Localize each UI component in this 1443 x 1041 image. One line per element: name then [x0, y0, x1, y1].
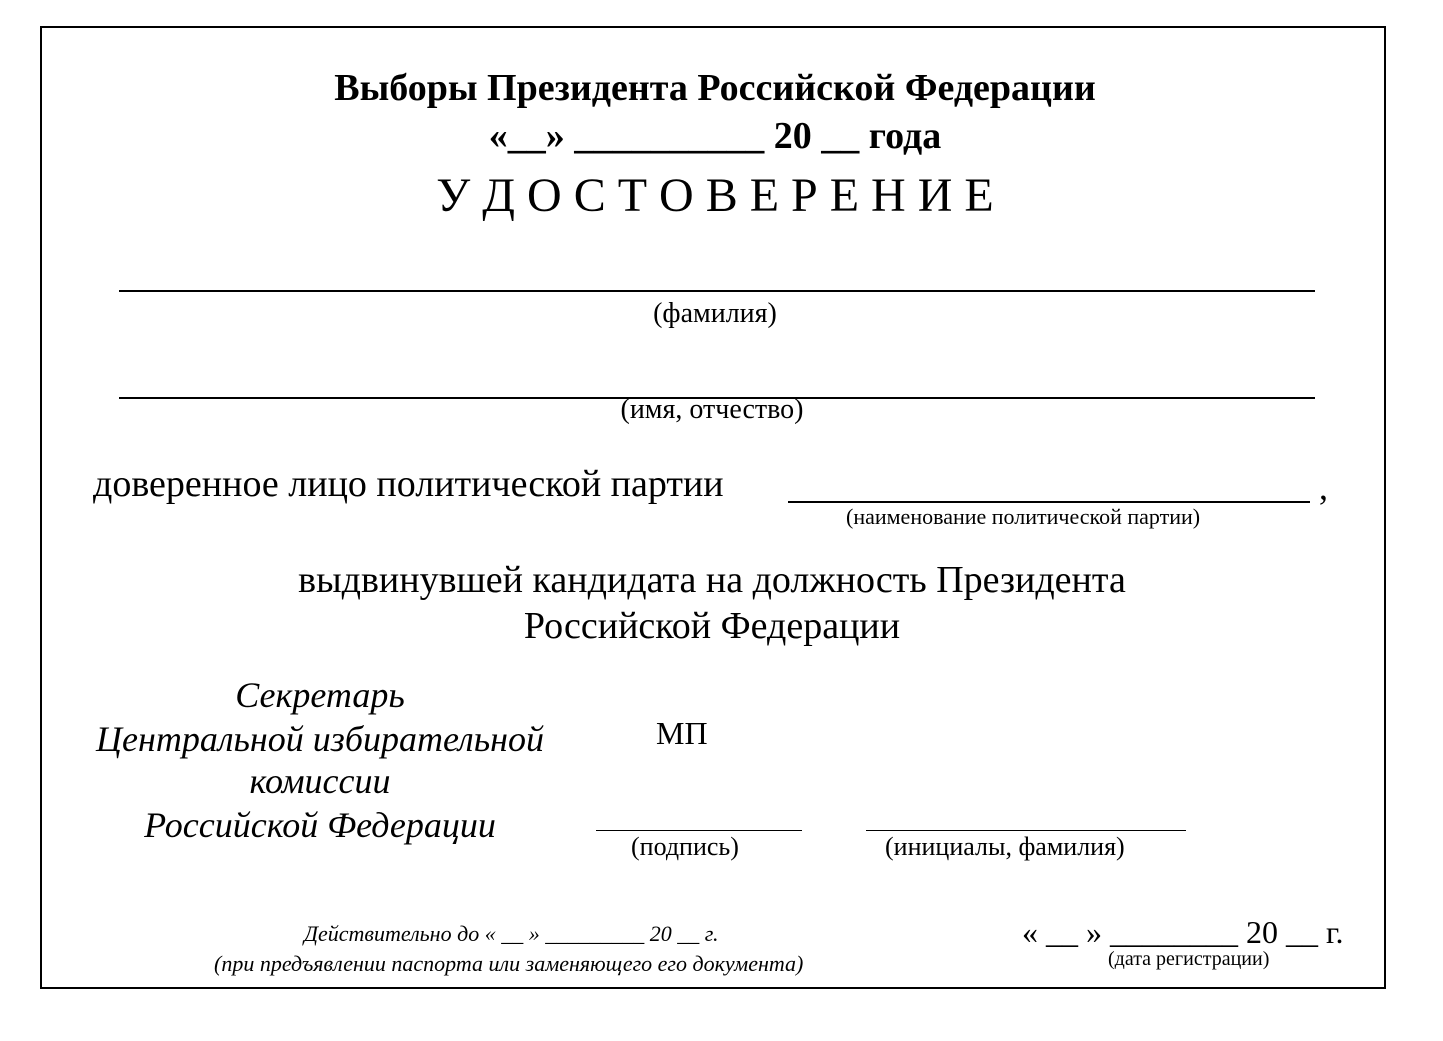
- election-title: Выборы Президента Российской Федерации: [334, 67, 1096, 109]
- registration-date-caption: (дата регистрации): [1108, 948, 1270, 970]
- proxy-text: доверенное лицо политической партии: [93, 463, 724, 505]
- nominated-line-2: Российской Федерации: [523, 605, 901, 647]
- seal-placeholder: МП: [656, 715, 708, 751]
- signature-caption: (подпись): [631, 832, 739, 861]
- proxy-comma: ,: [1319, 467, 1328, 507]
- signatory-title-3: комиссии: [249, 761, 391, 801]
- initials-line: [866, 830, 1186, 831]
- initials-caption: (инициалы, фамилия): [885, 832, 1125, 861]
- surname-caption: (фамилия): [653, 298, 777, 329]
- election-date-line: «__» __________ 20 __ года: [488, 115, 942, 157]
- valid-until: Действительно до « __ » _________ 20 __ г.: [304, 921, 719, 946]
- signatory-title-4: Российской Федерации: [144, 805, 496, 845]
- signatory-title-2: Центральной избирательной: [96, 719, 544, 759]
- party-caption: (наименование политической партии): [846, 504, 1201, 529]
- surname-line: [119, 290, 1315, 292]
- signature-line: [596, 830, 802, 831]
- party-line: [788, 501, 1310, 503]
- document-name: У Д О С Т О В Е Р Е Н И Е: [436, 169, 994, 222]
- name-caption: (имя, отчество): [620, 394, 804, 425]
- nominated-line-1: выдвинувшей кандидата на должность Президента: [298, 559, 1126, 601]
- signatory-title-1: Секретарь: [235, 675, 405, 715]
- valid-note: (при предъявлении паспорта или заменяющего его документа): [214, 951, 804, 976]
- registration-date: « __ » ________ 20 __ г.: [1022, 914, 1344, 950]
